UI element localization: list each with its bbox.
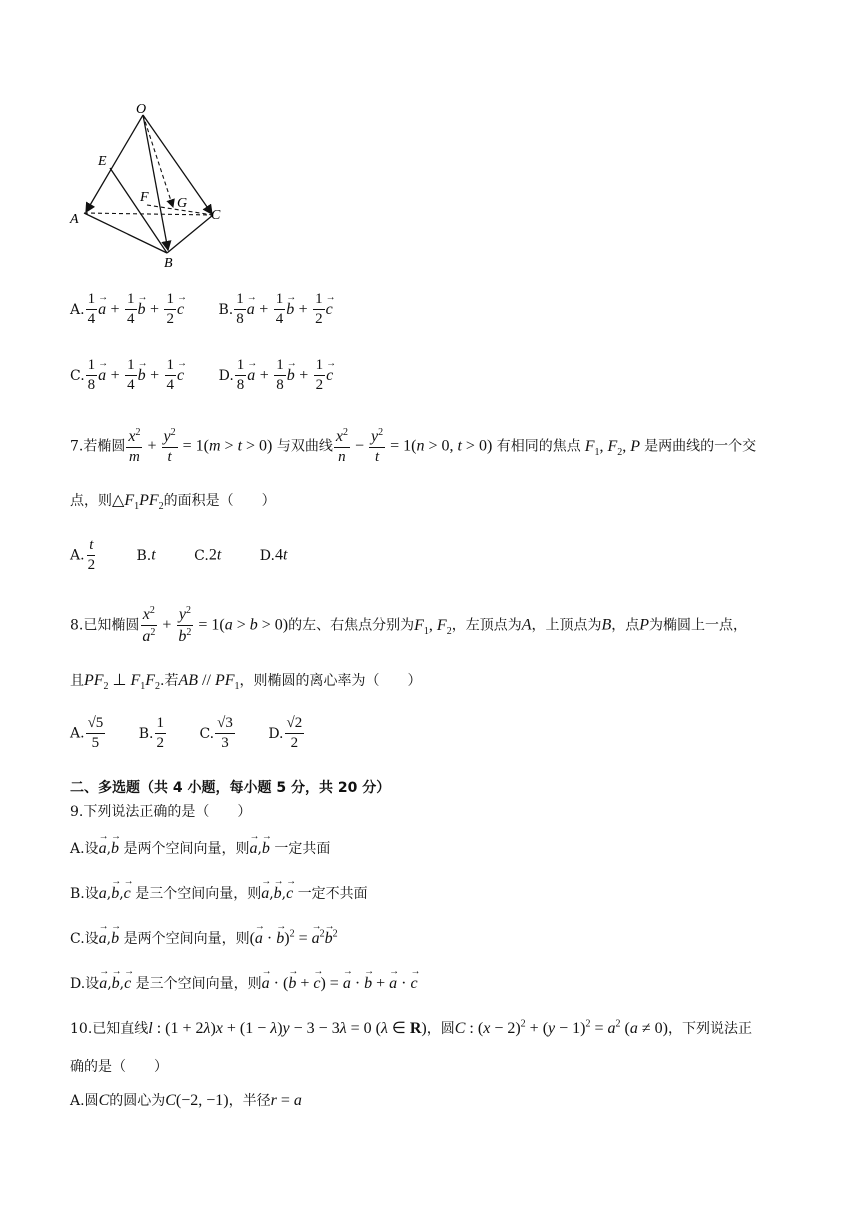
q10-stem-line1: 10.已知直线l : (1 + 2λ)x + (1 − λ)y − 3 − 3λ = 0 (λ ∈ R)，圆C : $(x - 2)^2 + (y - 1)^2 = a^2$ (a ≠ 0)，下列说法正: [70, 1018, 752, 1037]
q6-option-c: C. $\frac{1}{8}$ → a + $\frac{1}{4}$ → b + $\frac{1}{4}$ → c: [70, 368, 189, 384]
label-F: F: [140, 190, 149, 205]
q6-options-row1: [70, 292, 363, 327]
tetrahedron-figure: [60, 95, 240, 275]
q6-option-b: B. $\frac{1}{8}$ → a + $\frac{1}{4}$ → b + $\frac{1}{2}$ → c: [219, 302, 333, 318]
q8-options: A. $\frac{√5}{5}$ B. $\frac{1}{2}$ C. $\frac{√3}{3}$ D. $\frac{√2}{2}$: [70, 715, 303, 751]
edge-OA: [86, 115, 143, 212]
q9-option-a: A.设→ a,→ b 是两个空间向量，则→ a,→ b 一定共面: [70, 838, 330, 858]
q8-stem-line1: 8.已知椭圆 $\frac{x^2}{a^2}$ + $\frac{y^2}{b^2}$ = 1(a > b > 0)的左、右焦点分别为$F_1$, $F_2$，左顶点为A，上顶点为B，点P为椭圆上一点，: [70, 605, 748, 645]
edge-OB: [143, 115, 168, 250]
q6-options-row2: [70, 358, 363, 393]
q9-option-c: C.设→ a,→ b 是两个空间向量，则(→ a · → b)$^2$ = → $a^2\to b^2$: [70, 928, 338, 948]
label-A: A: [70, 212, 79, 227]
q10-stem-line2: 确的是（ ）: [70, 1059, 168, 1075]
edge-AC: [84, 213, 213, 215]
label-E: E: [98, 154, 107, 169]
q10-option-a: A.圆C的圆心为C(−2, −1)，半径r = a: [70, 1092, 302, 1109]
q8-stem-line2: 且$PF_2$ ⊥ $F_1F_2$.若AB // $PF_1$，则椭圆的离心率为（ ）: [70, 672, 422, 693]
q9-option-d: D.设→ a,→ b,→ c 是三个空间向量，则→ a · (→ b + → c) = → a · → b + → a · → c: [70, 973, 418, 993]
q7-stem-line1: 7.若椭圆 $\frac{x^2}{m}$ + $\frac{y^2}{t}$ = 1(m > t > 0) 与双曲线 $\frac{x^2}{n}$ − $\frac{y^2}{t}$ = 1(n > 0, t > 0) 有相同的焦点 $F_1$, $F_2$, P 是两曲线的一个交: [70, 427, 757, 465]
q6-option-d: D. $\frac{1}{8}$ → a + $\frac{1}{8}$ → b + $\frac{1}{2}$ → c: [219, 368, 334, 384]
edge-EB: [110, 168, 167, 253]
edge-BC: [167, 215, 213, 253]
q7-stem-line2: 点，则$\triangle F_1PF_2$的面积是（ ）: [70, 492, 276, 513]
section-multi-choice-header: 二、多选题（共 4 小题，每小题 5 分，共 20 分）: [70, 780, 391, 796]
q9-option-b: B.设a,→ b,→ c 是三个空间向量，则→ a,→ b,→ c 一定不共面: [70, 883, 368, 903]
label-B: B: [164, 256, 173, 271]
label-C: C: [211, 208, 221, 223]
label-G: G: [177, 196, 188, 211]
q6-option-a: A. $\frac{1}{4}$ → a + $\frac{1}{4}$ → b + $\frac{1}{2}$ → c: [70, 302, 189, 318]
q7-options: A. $\frac{t}{2}$ B.t C.2t D.4t: [70, 537, 288, 573]
edge-AB: [84, 213, 167, 253]
label-O: O: [136, 102, 147, 117]
q9-stem: 9.下列说法正确的是（ ）: [70, 804, 252, 820]
